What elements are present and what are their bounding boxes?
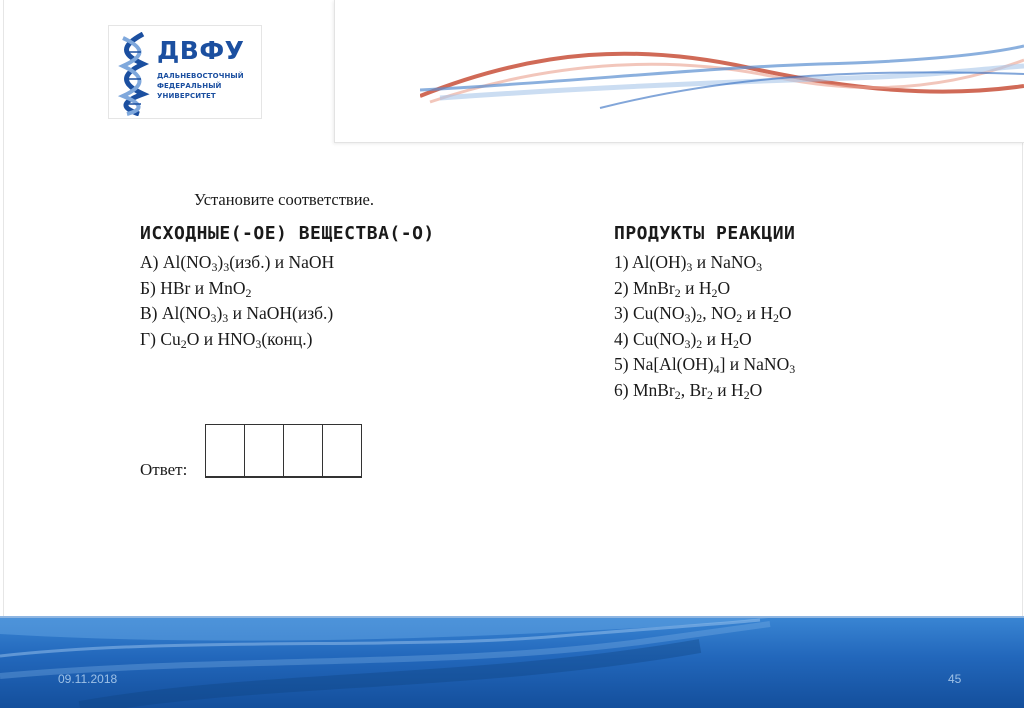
list-item: 5) $Na[Al(OH)_4]$ и NaNO$_3$ (614, 354, 796, 376)
answer-grid (205, 424, 362, 478)
list-item: 6) MnBr$_2$, $Br_2$ и $H_2O$ (614, 379, 763, 402)
answer-cell[interactable] (244, 424, 283, 477)
footer-divider (0, 616, 1024, 618)
decorative-swoosh (420, 38, 1024, 128)
page-number: 45 (948, 672, 962, 686)
logo-subtitle-line2: ФЕДЕРАЛЬНЫЙ (157, 82, 222, 90)
list-item: В) $Al(NO_3)_3$ и NaOH(изб.) (140, 303, 334, 325)
list-item: А) $Al(NO_3)_3(изб.)$ и NaOH (140, 252, 335, 274)
list-item: Б) HBr и MnO$_2$ (140, 277, 252, 300)
university-logo (108, 25, 262, 119)
list-item: 3) $Cu(NO_3)_2$, $NO_2$ и $H_2O$ (614, 303, 792, 325)
answer-label: Ответ: (140, 460, 188, 479)
products-list (614, 250, 795, 403)
dna-helix-icon (113, 32, 155, 116)
reactants-list (140, 250, 334, 352)
list-item: 2) MnBr$_2$ и $H_2O$ (614, 277, 731, 300)
products-heading: ПРОДУКТЫ РЕАКЦИИ (614, 223, 796, 244)
footer-band (0, 616, 1024, 708)
logo-subtitle-line1: ДАЛЬНЕВОСТОЧНЫЙ (157, 72, 244, 80)
footer-date: 09.11.2018 (58, 672, 118, 686)
logo-title: ДВФУ (157, 36, 245, 65)
task-instruction: Установите соответствие. (194, 190, 374, 209)
logo-subtitle-line3: УНИВЕРСИТЕТ (157, 92, 216, 100)
answer-cell[interactable] (283, 424, 322, 477)
list-item: Г) $Cu_2O$ и $HNO_3(конц.)$ (140, 328, 313, 351)
answer-cell[interactable] (322, 424, 362, 477)
list-item: 1) $Al(OH)_3$ и NaNO$_3$ (614, 252, 763, 274)
reactants-heading: ИСХОДНЫЕ(-ОЕ) ВЕЩЕСТВА(-О) (140, 223, 435, 244)
answer-cell[interactable] (205, 424, 244, 477)
footer-waves (0, 616, 1024, 708)
list-item: 4) $Cu(NO_3)_2$ и $H_2O$ (614, 328, 752, 351)
